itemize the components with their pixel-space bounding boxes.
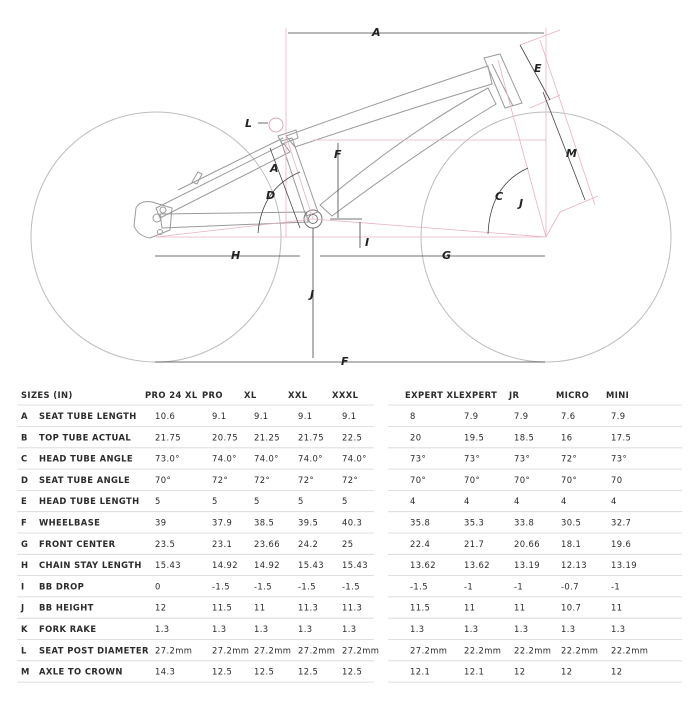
- row-name: SEAT POST DIAMETER: [39, 645, 149, 656]
- label-f-top: F: [334, 148, 342, 161]
- cell-value-right: 11: [611, 602, 623, 613]
- cell-value-right: 73°: [611, 453, 628, 464]
- row-letter: E: [21, 496, 28, 507]
- cell-value-right: 73°: [464, 453, 481, 464]
- cell-value-left: 11.5: [212, 602, 233, 613]
- cell-value-right: 12.13: [561, 560, 587, 571]
- cell-value-right: 12: [561, 666, 573, 677]
- cell-value-left: 0: [155, 581, 161, 592]
- cell-value-left: 5: [342, 496, 348, 507]
- row-letter: G: [21, 538, 29, 549]
- cell-value-left: 5: [298, 496, 304, 507]
- row-name: BB DROP: [39, 581, 85, 592]
- cell-value-right: 21.7: [464, 538, 485, 549]
- cell-value-left: 39: [155, 517, 167, 528]
- cell-value-right: 13.62: [464, 560, 490, 571]
- cell-value-left: 14.92: [212, 560, 238, 571]
- cell-value-right: 7.9: [464, 411, 479, 421]
- label-i: I: [365, 236, 370, 249]
- cell-value-left: -1.5: [298, 581, 316, 592]
- cell-value-right: 22.2mm: [611, 645, 649, 656]
- cell-value-left: 15.43: [298, 560, 324, 571]
- cell-value-right: 17.5: [611, 432, 632, 443]
- header-size-left: PRO: [202, 390, 223, 400]
- cell-value-left: 14.3: [155, 666, 176, 677]
- label-e: E: [534, 62, 542, 75]
- cell-value-right: 10.7: [561, 602, 582, 613]
- cell-value-left: -1.5: [254, 581, 272, 592]
- cell-value-left: 40.3: [342, 517, 363, 528]
- measurement-guides: [156, 28, 598, 237]
- cell-value-right: 13.19: [514, 560, 540, 571]
- cell-value-right: 70: [611, 474, 623, 485]
- cell-value-right: 1.3: [464, 624, 479, 634]
- cell-value-right: 32.7: [611, 517, 632, 528]
- label-d: D: [266, 189, 276, 202]
- cell-value-left: 1.3: [155, 624, 170, 634]
- label-g: G: [442, 249, 452, 262]
- cell-value-right: -1: [464, 581, 474, 592]
- header-size-left: XXXL: [332, 390, 359, 400]
- cell-value-left: 72°: [298, 474, 315, 485]
- row-name: HEAD TUBE ANGLE: [39, 453, 134, 464]
- cell-value-right: 11: [464, 602, 476, 613]
- label-h: H: [231, 249, 241, 262]
- cell-value-left: 11: [254, 602, 266, 613]
- cell-value-left: 11.3: [342, 602, 363, 613]
- cell-value-right: 19.6: [611, 538, 632, 549]
- cell-value-left: 27.2mm: [298, 645, 336, 656]
- cell-value-left: 1.3: [254, 624, 269, 634]
- cell-value-right: 73°: [514, 453, 531, 464]
- cell-value-right: 30.5: [561, 517, 582, 528]
- cell-value-right: 22.2mm: [464, 645, 502, 656]
- label-j-small: J: [519, 197, 524, 210]
- cell-value-left: 5: [212, 496, 218, 507]
- bike-frame: [134, 54, 522, 238]
- cell-value-left: 70°: [155, 474, 172, 485]
- cell-value-right: 1.3: [611, 624, 626, 634]
- cell-value-left: 27.2mm: [212, 645, 250, 656]
- cell-value-left: 15.43: [155, 560, 181, 571]
- cell-value-right: 11: [514, 602, 526, 613]
- cell-value-right: 7.9: [611, 411, 626, 421]
- cell-value-right: 33.8: [514, 517, 535, 528]
- cell-value-right: 20: [410, 432, 422, 443]
- header-size-left: PRO 24 XL: [145, 390, 198, 400]
- cell-value-right: 12: [514, 666, 526, 677]
- cell-value-left: 22.5: [342, 432, 363, 443]
- cell-value-left: 27.2mm: [155, 645, 193, 656]
- row-name: CHAIN STAY LENGTH: [39, 560, 142, 571]
- cell-value-right: 1.3: [410, 624, 425, 634]
- cell-value-left: 12.5: [212, 666, 233, 677]
- cell-value-right: 19.5: [464, 432, 485, 443]
- cell-value-left: 10.6: [155, 411, 176, 421]
- cell-value-left: 38.5: [254, 517, 275, 528]
- cell-value-left: 24.2: [298, 538, 319, 549]
- cell-value-left: 23.66: [254, 538, 280, 549]
- cell-value-right: 4: [464, 496, 470, 507]
- row-letter: I: [21, 581, 25, 592]
- cell-value-right: 13.19: [611, 560, 637, 571]
- header-label: SIZES (IN): [21, 390, 73, 400]
- row-name: AXLE TO CROWN: [39, 666, 123, 677]
- label-a-top: A: [372, 26, 381, 39]
- row-letter: F: [21, 517, 28, 528]
- cell-value-left: 74.0°: [212, 453, 237, 464]
- cell-value-left: 15.43: [342, 560, 368, 571]
- cell-value-right: 35.8: [410, 517, 431, 528]
- label-c: C: [495, 190, 504, 203]
- cell-value-right: 12: [611, 666, 623, 677]
- cell-value-left: 9.1: [298, 411, 313, 421]
- cell-value-right: 1.3: [561, 624, 576, 634]
- row-letter: L: [21, 645, 27, 656]
- row-name: SEAT TUBE LENGTH: [39, 411, 137, 421]
- cell-value-right: 70°: [561, 474, 578, 485]
- label-f-bottom: F: [341, 355, 349, 368]
- dimension-labels: [231, 26, 577, 368]
- cell-value-right: -1: [514, 581, 524, 592]
- cell-value-left: 5: [254, 496, 260, 507]
- cell-value-left: 12.5: [342, 666, 363, 677]
- cell-value-right: 12.1: [464, 666, 485, 677]
- cell-value-left: 1.3: [212, 624, 227, 634]
- cell-value-left: 39.5: [298, 517, 319, 528]
- cell-value-right: 35.3: [464, 517, 485, 528]
- row-name: FRONT CENTER: [39, 538, 116, 549]
- cell-value-left: 72°: [212, 474, 229, 485]
- cell-value-right: 70°: [410, 474, 427, 485]
- cell-value-right: 20.66: [514, 538, 540, 549]
- cell-value-left: -1.5: [212, 581, 230, 592]
- cell-value-right: 22.4: [410, 538, 431, 549]
- cell-value-left: 23.5: [155, 538, 176, 549]
- cell-value-right: 27.2mm: [410, 645, 448, 656]
- cell-value-left: 21.75: [155, 432, 181, 443]
- geometry-table: [17, 386, 682, 686]
- cell-value-left: 25: [342, 538, 354, 549]
- row-name: FORK RAKE: [39, 624, 97, 634]
- cell-value-left: 21.25: [254, 432, 280, 443]
- row-name: SEAT TUBE ANGLE: [39, 474, 131, 485]
- cell-value-right: 70°: [514, 474, 531, 485]
- cell-value-right: 72°: [561, 453, 578, 464]
- cell-value-left: 27.2mm: [254, 645, 292, 656]
- cell-value-right: 4: [611, 496, 617, 507]
- cell-value-right: 8: [410, 411, 416, 421]
- cell-value-left: 5: [155, 496, 161, 507]
- label-j: J: [310, 288, 315, 301]
- cell-value-left: 72°: [254, 474, 271, 485]
- cell-value-right: 4: [561, 496, 567, 507]
- row-name: TOP TUBE ACTUAL: [39, 432, 132, 443]
- cell-value-right: 22.2mm: [561, 645, 599, 656]
- cell-value-left: 9.1: [254, 411, 269, 421]
- cell-value-right: -1.5: [410, 581, 428, 592]
- row-letter: B: [21, 432, 28, 443]
- cell-value-left: 1.3: [298, 624, 313, 634]
- cell-value-left: 37.9: [212, 517, 233, 528]
- header-size-left: XXL: [288, 390, 308, 400]
- cell-value-left: 11.3: [298, 602, 319, 613]
- header-size-left: XL: [244, 390, 257, 400]
- row-letter: D: [21, 474, 29, 485]
- cell-value-right: 13.62: [410, 560, 436, 571]
- cell-value-left: 23.1: [212, 538, 233, 549]
- cell-value-right: 4: [410, 496, 416, 507]
- cell-value-left: 20.75: [212, 432, 238, 443]
- cell-value-left: 12.5: [254, 666, 275, 677]
- cell-value-right: -1: [611, 581, 621, 592]
- cell-value-left: 72°: [342, 474, 359, 485]
- cell-value-right: 16: [561, 432, 573, 443]
- cell-value-left: 27.2mm: [342, 645, 380, 656]
- cell-value-right: 12.1: [410, 666, 431, 677]
- cell-value-left: 73.0°: [155, 453, 180, 464]
- cell-value-right: 4: [514, 496, 520, 507]
- cell-value-right: 1.3: [514, 624, 529, 634]
- cell-value-right: 7.9: [514, 411, 529, 421]
- cell-value-left: 1.3: [342, 624, 357, 634]
- header-size-right: MICRO: [556, 390, 590, 400]
- row-name: HEAD TUBE LENGTH: [39, 496, 140, 507]
- cell-value-right: -0.7: [561, 581, 579, 592]
- cell-value-right: 70°: [464, 474, 481, 485]
- cell-value-left: 12.5: [298, 666, 319, 677]
- header-size-right: MINI: [606, 390, 630, 400]
- cell-value-left: 14.92: [254, 560, 280, 571]
- header-size-right: JR: [509, 390, 520, 400]
- cell-value-left: 74.0°: [298, 453, 323, 464]
- row-letter: C: [21, 453, 28, 464]
- header-size-right: EXPERT: [459, 390, 498, 400]
- label-a-seat: A: [270, 162, 279, 175]
- cell-value-right: 18.1: [561, 538, 582, 549]
- cell-value-left: 74.0°: [254, 453, 279, 464]
- cell-value-left: 9.1: [212, 411, 227, 421]
- row-letter: H: [21, 560, 29, 571]
- header-size-right: EXPERT XL: [405, 390, 460, 400]
- row-name: BB HEIGHT: [39, 602, 94, 613]
- cell-value-right: 18.5: [514, 432, 535, 443]
- cell-value-right: 22.2mm: [514, 645, 552, 656]
- cell-value-left: -1.5: [342, 581, 360, 592]
- row-letter: K: [21, 624, 28, 634]
- label-l: L: [245, 117, 253, 130]
- cell-value-right: 11.5: [410, 602, 431, 613]
- cell-value-left: 74.0°: [342, 453, 367, 464]
- cell-value-left: 21.75: [298, 432, 324, 443]
- row-letter: A: [21, 411, 28, 421]
- row-letter: M: [21, 666, 30, 677]
- cell-value-left: 9.1: [342, 411, 357, 421]
- cell-value-right: 7.6: [561, 411, 576, 421]
- label-m: M: [566, 147, 577, 160]
- cell-value-right: 73°: [410, 453, 427, 464]
- row-name: WHEELBASE: [39, 517, 101, 528]
- cell-value-left: 12: [155, 602, 167, 613]
- row-letter: J: [21, 602, 25, 613]
